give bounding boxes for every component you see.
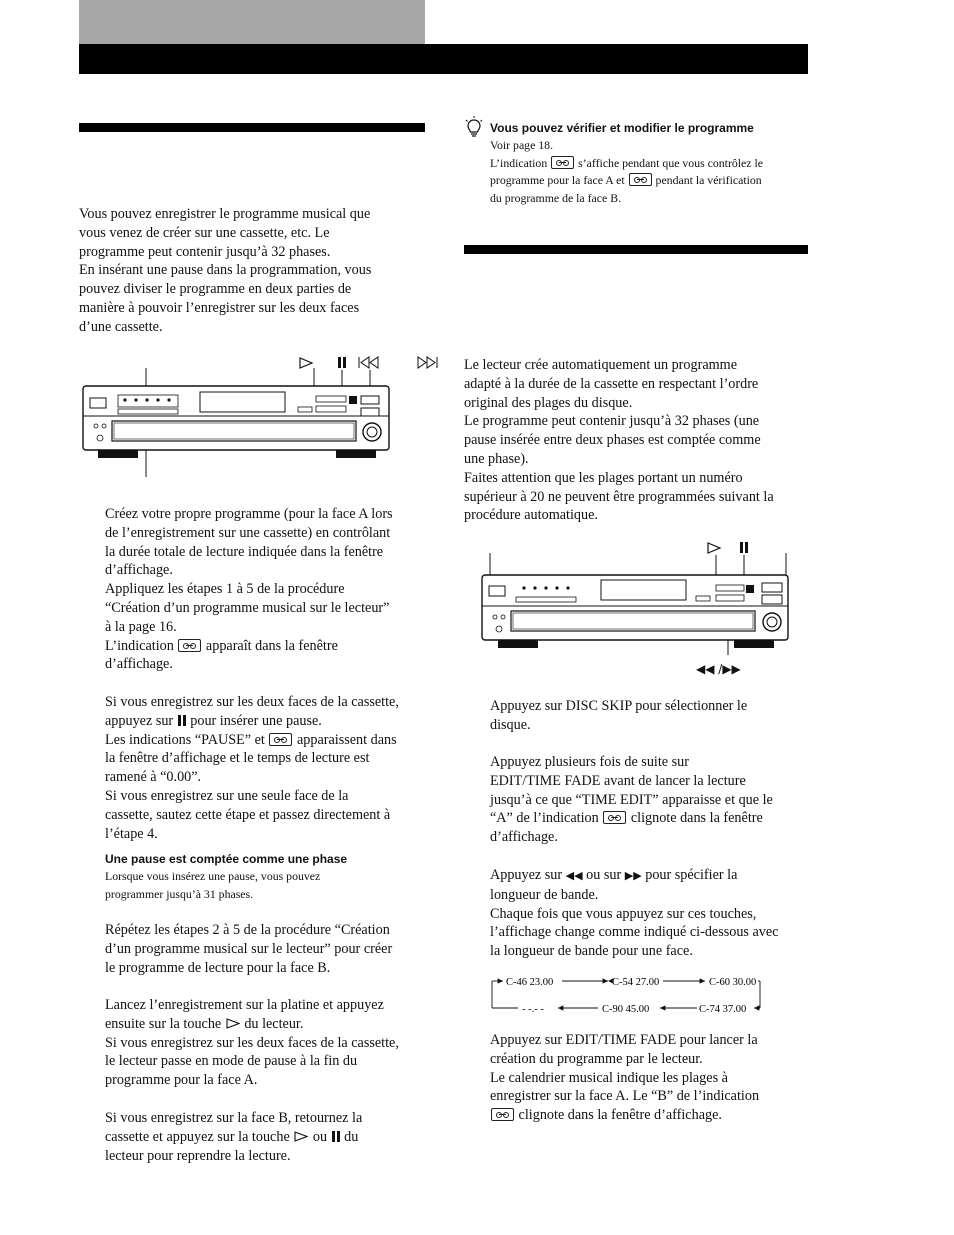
right-step-3	[490, 866, 820, 961]
text: pendant la vérification	[655, 173, 762, 187]
text-line: En insérant une pause dans la programmation, vous	[79, 262, 372, 279]
pause-icon	[332, 1131, 340, 1142]
play-icon	[294, 1131, 308, 1142]
text-line: original des plages du disque.	[464, 394, 633, 411]
text-line: Chaque fois que vous appuyez sur ces touches,	[490, 905, 757, 922]
text: clignote dans la fenêtre d’affichage.	[518, 1107, 722, 1124]
text-line: Le lecteur crée automatiquement un programme	[464, 357, 737, 373]
cd-player-illustration-left	[70, 350, 450, 480]
cassette-icon	[491, 1108, 514, 1121]
rewind-ff-label: ◀◀ /▶▶	[696, 662, 741, 676]
note-title: Une pause est comptée comme une phase	[105, 852, 348, 866]
text-line: d’affichage.	[105, 562, 173, 579]
text-line: programmer jusqu’à 31 phases.	[105, 886, 254, 901]
text-line: Si vous enregistrez sur les deux faces de la cassette,	[105, 1034, 399, 1051]
text: “A” de l’indication	[490, 810, 599, 827]
section-rule-left	[79, 123, 425, 132]
text-line: cassette, sautez cette étape et passez directement à	[105, 806, 391, 823]
text-line	[105, 712, 435, 731]
text-line: l’étape 4.	[105, 825, 158, 842]
text-line: Voir page 18.	[490, 138, 554, 152]
text-line	[105, 731, 435, 750]
text-line	[105, 1128, 435, 1147]
text-line: “Création d’un programme musical sur le lecteur”	[105, 599, 390, 616]
text-line: Vous pouvez enregistrer le programme musical que	[79, 206, 371, 222]
tip-block	[490, 119, 820, 207]
text-line: la longueur de bande pour une face.	[490, 943, 693, 960]
text-line: création du programme par le lecteur.	[490, 1050, 703, 1067]
text-line	[490, 155, 820, 173]
tape-length-sequence	[488, 972, 768, 1018]
text-line: le lecteur passe en mode de pause à la fin du	[105, 1053, 358, 1070]
tip-title: Vous pouvez vérifier et modifier le programme	[490, 121, 754, 135]
seq-c90: C-90 45.00	[602, 1004, 650, 1015]
text-line: d’affichage.	[490, 829, 558, 846]
right-step-2	[490, 753, 820, 847]
seq-c54: C-54 27.00	[612, 977, 660, 988]
text-line: Faites attention que les plages portant un numéro	[464, 469, 743, 486]
text-line: de l’enregistrement sur une cassette) en contrôlant	[105, 524, 391, 541]
text-line: l’affichage change comme indiqué ci-dessous avec	[490, 924, 779, 941]
text-line: d’un programme musical sur le lecteur” pour créer	[105, 940, 393, 957]
cassette-icon	[603, 811, 626, 824]
rewind-icon: ◀◀	[565, 869, 583, 882]
text-line: EDIT/TIME FADE avant de lancer la lecture	[490, 772, 746, 789]
text: pour insérer une pause.	[190, 712, 322, 729]
section-rule-right	[464, 245, 808, 254]
text-line: Appuyez plusieurs fois de suite sur	[490, 754, 689, 770]
fast-forward-icon: ▶▶	[624, 869, 642, 882]
left-step-1	[105, 505, 435, 674]
text-line: adapté à la durée de la cassette en respectant l’ordre	[464, 375, 759, 392]
play-icon	[708, 543, 720, 553]
text-line	[490, 809, 820, 828]
text-line: Lorsque vous insérez une pause, vous pouvez	[105, 869, 321, 883]
text: du lecteur.	[244, 1015, 304, 1032]
text-line	[490, 172, 820, 190]
header-band	[79, 44, 808, 74]
text-line: Répétez les étapes 2 à 5 de la procédure “Création	[105, 922, 390, 938]
pause-icon	[178, 715, 186, 726]
text-line: enregistrer sur la face A. Le “B” de l’indication	[490, 1088, 760, 1105]
text-line: Appuyez sur DISC SKIP pour sélectionner le	[490, 698, 748, 714]
left-note	[105, 850, 435, 903]
text-line: Créez votre propre programme (pour la face A lors	[105, 506, 393, 522]
text-line: Si vous enregistrez sur les deux faces de la cassette,	[105, 694, 399, 710]
text: L’indication	[490, 155, 548, 170]
pause-icon	[338, 357, 341, 368]
text-line: à la page 16.	[105, 618, 177, 635]
text-line	[490, 1106, 820, 1125]
text-line: Appliquez les étapes 1 à 5 de la procédure	[105, 581, 345, 598]
lightbulb-icon	[464, 116, 484, 138]
text-line: Si vous enregistrez sur une seule face de la	[105, 787, 349, 804]
right-step-1	[490, 697, 820, 735]
cassette-icon	[551, 156, 574, 169]
cassette-icon	[178, 639, 201, 652]
text-line: jusqu’à ce que “TIME EDIT” apparaisse et que le	[490, 791, 773, 808]
text: pour spécifier la	[645, 867, 738, 883]
text-line: pouvez diviser le programme en deux parties de	[79, 281, 352, 298]
text: s’affiche pendant que vous contrôlez le	[578, 155, 763, 170]
text-line: longueur de bande.	[490, 886, 599, 903]
text-line: une phase).	[464, 450, 529, 467]
left-step-5	[105, 1109, 435, 1165]
text-line: supérieur à 20 ne peuvent être programmées suivant la	[464, 488, 774, 505]
right-intro	[464, 356, 814, 525]
play-icon	[226, 1018, 240, 1029]
text: ou sur	[586, 867, 622, 883]
text: ou	[312, 1128, 328, 1145]
text: Appuyez sur	[490, 867, 563, 883]
text-line	[105, 1015, 435, 1034]
seq-c60: C-60 30.00	[709, 977, 757, 988]
text-line: ramené à “0.00”.	[105, 769, 202, 786]
text: cassette et appuyez sur la touche	[105, 1128, 290, 1145]
text-line: procédure automatique.	[464, 507, 598, 524]
text-line: la fenêtre d’affichage et le temps de lecture est	[105, 750, 370, 767]
text: clignote dans la fenêtre	[630, 810, 763, 827]
cd-player-illustration-right	[478, 535, 798, 685]
text: L’indication	[105, 637, 174, 654]
text-line: disque.	[490, 716, 531, 733]
text: programme pour la face A et	[490, 173, 625, 187]
cassette-icon	[629, 173, 652, 186]
text-line: Le programme peut contenir jusqu’à 32 phases (une	[464, 413, 760, 430]
cassette-icon	[269, 733, 292, 746]
text-line	[105, 637, 435, 656]
text-line	[490, 866, 820, 886]
left-step-3	[105, 921, 435, 977]
text: du	[344, 1128, 359, 1145]
skip-back-icon	[359, 357, 378, 368]
pause-icon	[740, 542, 743, 553]
seq-blank: - -.- -	[522, 1004, 544, 1015]
text-line: Si vous enregistrez sur la face B, retournez la	[105, 1110, 363, 1126]
left-step-4	[105, 996, 435, 1090]
text: apparaissent dans	[296, 731, 397, 748]
text-line: du programme de la face B.	[490, 190, 622, 205]
left-intro	[79, 205, 419, 337]
seq-c46: C-46 23.00	[506, 977, 554, 988]
text-line: programme pour la face A.	[105, 1072, 258, 1089]
text-line: Lancez l’enregistrement sur la platine et appuyez	[105, 997, 384, 1013]
right-step-4	[490, 1031, 820, 1125]
left-step-2	[105, 693, 435, 843]
seq-c74: C-74 37.00	[699, 1004, 747, 1015]
text-line: d’une cassette.	[79, 318, 163, 335]
text: appuyez sur	[105, 712, 174, 729]
text: Les indications “PAUSE” et	[105, 731, 265, 748]
text-line: lecteur pour reprendre la lecture.	[105, 1147, 291, 1164]
text-line: programme peut contenir jusqu’à 32 phases.	[79, 243, 331, 260]
play-icon	[300, 358, 312, 368]
text-line: Le calendrier musical indique les plages à	[490, 1069, 728, 1086]
text-line: le programme de lecture pour la face B.	[105, 959, 331, 976]
text-line: d’affichage.	[105, 656, 173, 673]
text-line: manière à pouvoir l’enregistrer sur les deux faces	[79, 299, 360, 316]
header-tab	[79, 0, 425, 44]
text-line: la durée totale de lecture indiquée dans la fenêtre	[105, 543, 384, 560]
text-line: vous venez de créer sur une cassette, etc. Le	[79, 224, 330, 241]
skip-forward-icon	[418, 357, 437, 368]
text: apparaît dans la fenêtre	[205, 637, 338, 654]
text: ensuite sur la touche	[105, 1015, 222, 1032]
text-line: Appuyez sur EDIT/TIME FADE pour lancer la	[490, 1032, 758, 1048]
text-line: pause insérée entre deux phases est comptée comme	[464, 432, 761, 449]
